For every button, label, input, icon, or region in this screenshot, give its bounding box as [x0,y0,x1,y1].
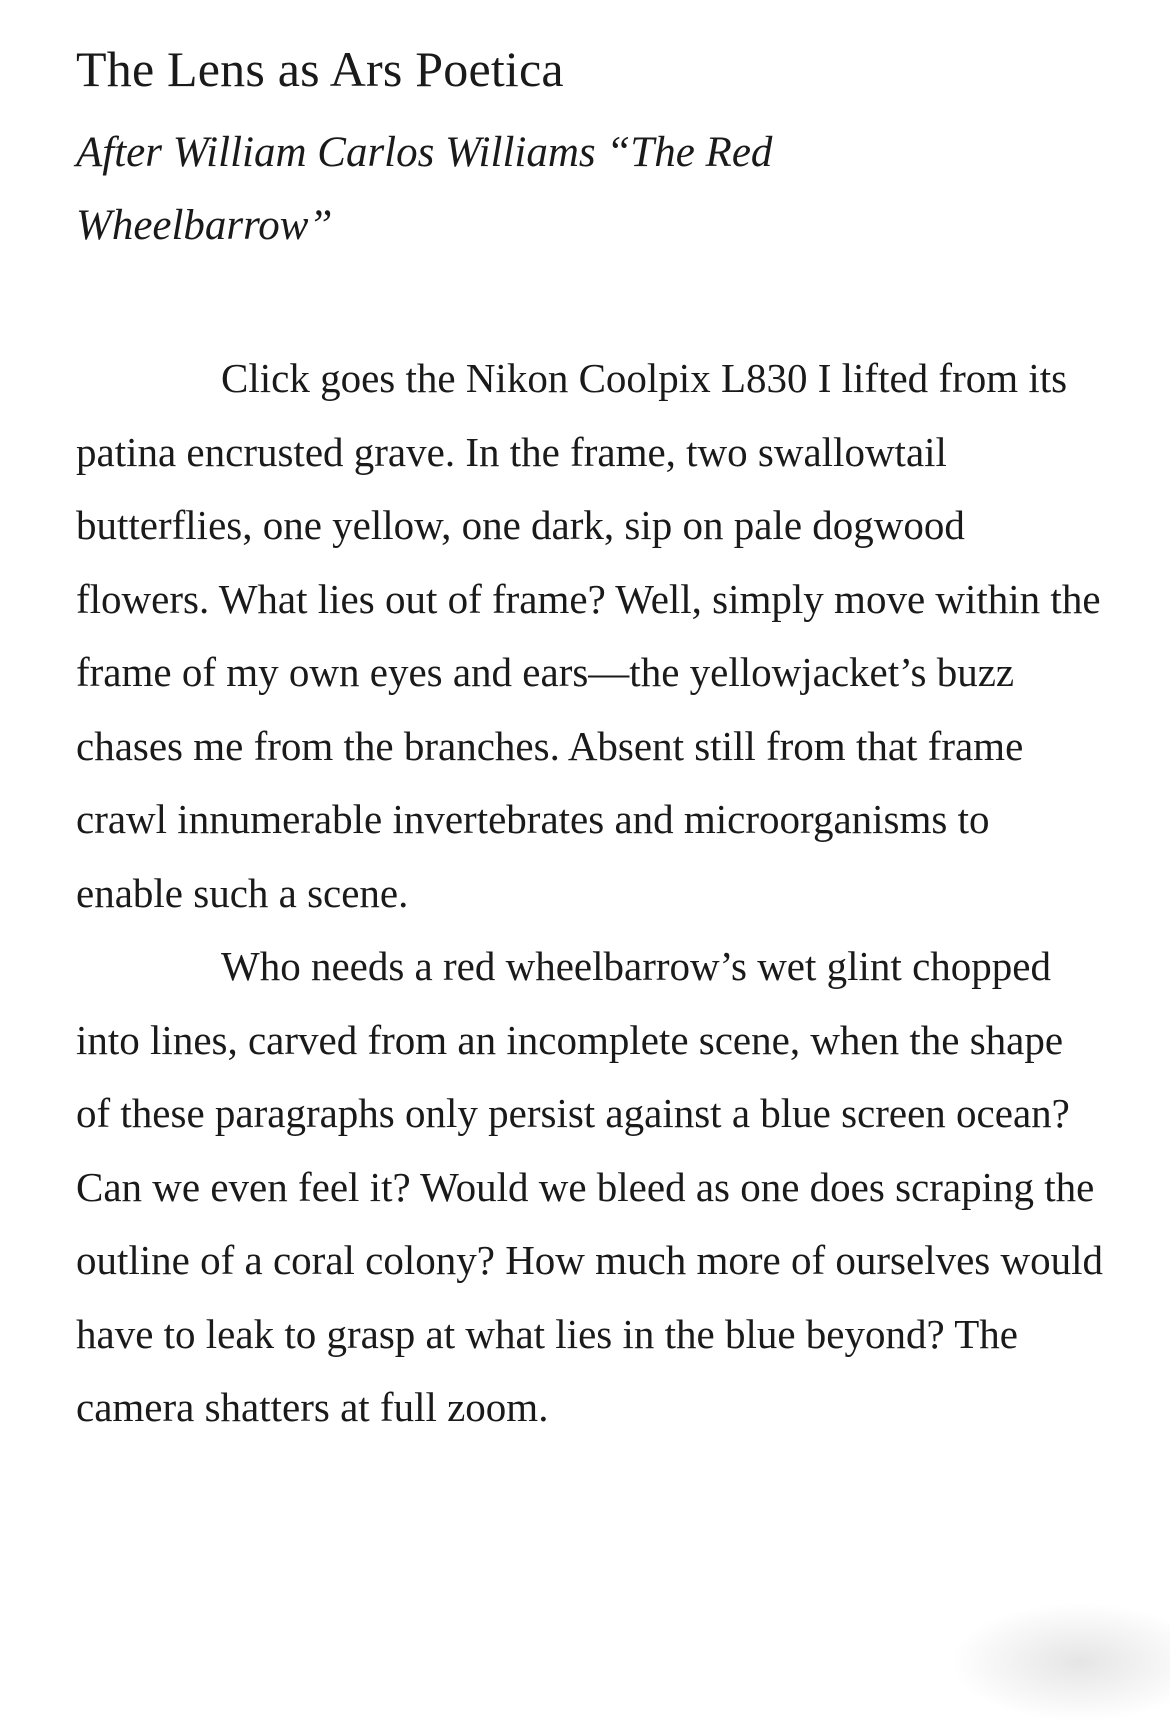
corner-shadow [950,1602,1170,1722]
poem-body [76,342,1106,1445]
poem-page [76,38,1106,1445]
poem-subtitle: After William Carlos Williams “The Red Wheelbarrow” [76,129,773,249]
paragraph: Who needs a red wheelbarrow’s wet glint chopped into lines, carved from an incomplete scene, when the shape of these paragraphs only persist against a blue screen ocean? Can we even feel it? Would we bleed as one does scraping the outline of a coral colony? How much more of ourselves would have to leak to grasp at what lies in the blue beyond? The camera shatters at full zoom. [76,943,1104,1430]
poem-title: The Lens as Ars Poetica [76,41,564,97]
paragraph: Click goes the Nikon Coolpix L830 I lifted from its patina encrusted grave. In the frame, two swallowtail butterflies, one yellow, one dark, sip on pale dogwood flowers. What lies out of frame? Well, simply move within the frame of my own eyes and ears—the yellowjacket’s buzz chases me from the branches. Absent still from that frame crawl innumerable invertebrates and microorganisms to enable such a scene. [76,355,1101,916]
